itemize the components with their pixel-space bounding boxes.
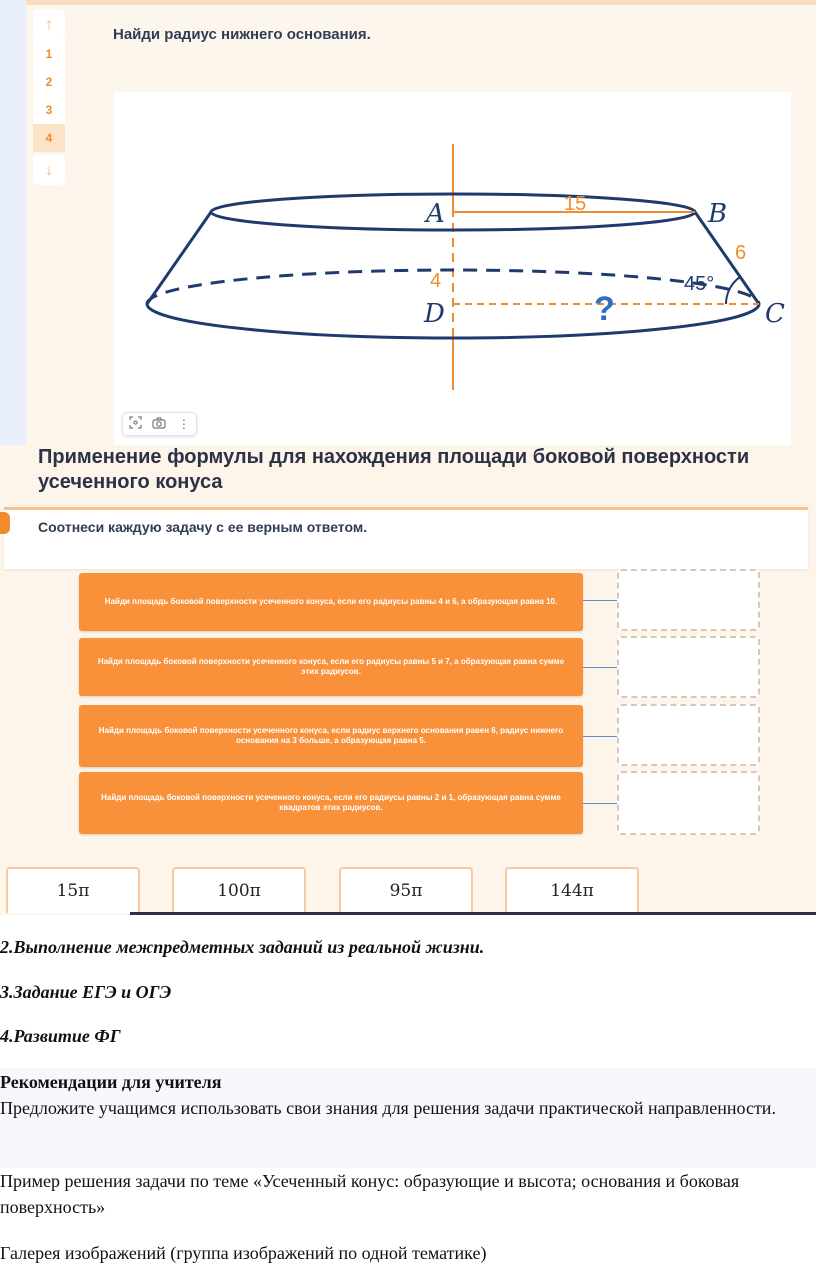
answer-drop-slot-1[interactable] [617, 569, 760, 631]
nav-item-4[interactable]: 4 [33, 124, 65, 152]
answer-bank [0, 863, 816, 915]
answer-chip-2[interactable]: 100π [172, 867, 306, 913]
instruction-notch [0, 512, 10, 534]
gallery-text: Галерея изображений (группа изображений по одной тематике) [0, 1243, 487, 1263]
connector-line-2 [583, 667, 618, 668]
instruction-text: Соотнеси каждую задачу с ее верным ответом. [38, 519, 368, 535]
label-B: B [708, 199, 728, 229]
connector-line-4 [583, 803, 618, 804]
task-card-3[interactable]: Найди площадь боковой поверхности усеченного конуса, если радиус верхнего основания равен 6, радиус нижнего основания на 3 больше, а образующая равна 5. [79, 705, 583, 767]
unknown-radius-mark: ? [594, 290, 615, 328]
doc-item-4: 4.Развитие ФГ [0, 1026, 121, 1046]
doc-item-2: 2.Выполнение межпредметных заданий из реальной жизни. [0, 937, 485, 957]
question-nav [33, 10, 65, 185]
connector-line-3 [583, 736, 618, 737]
matching-panel [0, 445, 816, 915]
slant-value: 6 [735, 242, 747, 264]
task-card-4[interactable]: Найди площадь боковой поверхности усеченного конуса, если его радиусы равны 2 и 1, образующая равна сумме квадратов этих радиусов. [79, 772, 583, 834]
upper-radius-value: 15 [564, 193, 587, 215]
answer-chip-4[interactable]: 144π [505, 867, 639, 913]
doc-item-3: 3.Задание ЕГЭ и ОГЭ [0, 982, 172, 1002]
scan-icon[interactable] [125, 416, 145, 432]
label-C: C [765, 299, 785, 329]
answer-drop-slot-2[interactable] [617, 636, 760, 698]
label-A: A [426, 199, 445, 229]
nav-item-3[interactable]: 3 [33, 96, 65, 124]
recommendation-title: Рекомендации для учителя [0, 1072, 222, 1092]
recommendation-text: Предложите учащимся использовать свои знания для решения задачи практической направленности. [0, 1098, 776, 1118]
nav-up-arrow-icon[interactable]: ↑ [33, 10, 65, 40]
answer-bank-underline [130, 912, 816, 915]
nav-item-2[interactable]: 2 [33, 68, 65, 96]
nav-item-1[interactable]: 1 [33, 40, 65, 68]
section-title: Применение формулы для нахождения площади боковой поверхности усеченного конуса [38, 446, 750, 493]
answer-chip-3[interactable]: 95π [339, 867, 473, 913]
image-toolbar [122, 412, 197, 436]
task-card-2[interactable]: Найди площадь боковой поверхности усеченного конуса, если его радиусы равны 5 и 7, а образующая равна сумме этих радиусов. [79, 638, 583, 696]
answer-drop-slot-3[interactable] [617, 704, 760, 766]
instruction-card [4, 507, 808, 569]
nav-down-arrow-icon[interactable]: ↓ [33, 155, 65, 185]
answer-drop-slot-4[interactable] [617, 771, 760, 835]
camera-icon[interactable] [149, 417, 169, 432]
truncated-cone-figure [114, 92, 791, 445]
top-strip [0, 0, 816, 5]
height-value: 4 [430, 270, 442, 292]
question-title: Найди радиус нижнего основания. [113, 26, 371, 43]
angle-arc [726, 277, 740, 304]
label-D: D [424, 299, 445, 329]
task-card-1[interactable]: Найди площадь боковой поверхности усеченного конуса, если его радиусы равны 4 и 6, а образующая равна 10. [79, 573, 583, 631]
more-icon[interactable]: ⋮ [177, 417, 190, 431]
connector-line-1 [583, 600, 618, 601]
example-text: Пример решения задачи по теме «Усеченный конус: образующие и высота; основания и боковая поверхность» [0, 1171, 740, 1217]
figure-card [114, 92, 791, 445]
answer-chip-1[interactable]: 15π [6, 867, 140, 913]
left-margin [0, 0, 26, 445]
question-panel [0, 0, 816, 445]
angle-value: 45° [684, 273, 715, 295]
